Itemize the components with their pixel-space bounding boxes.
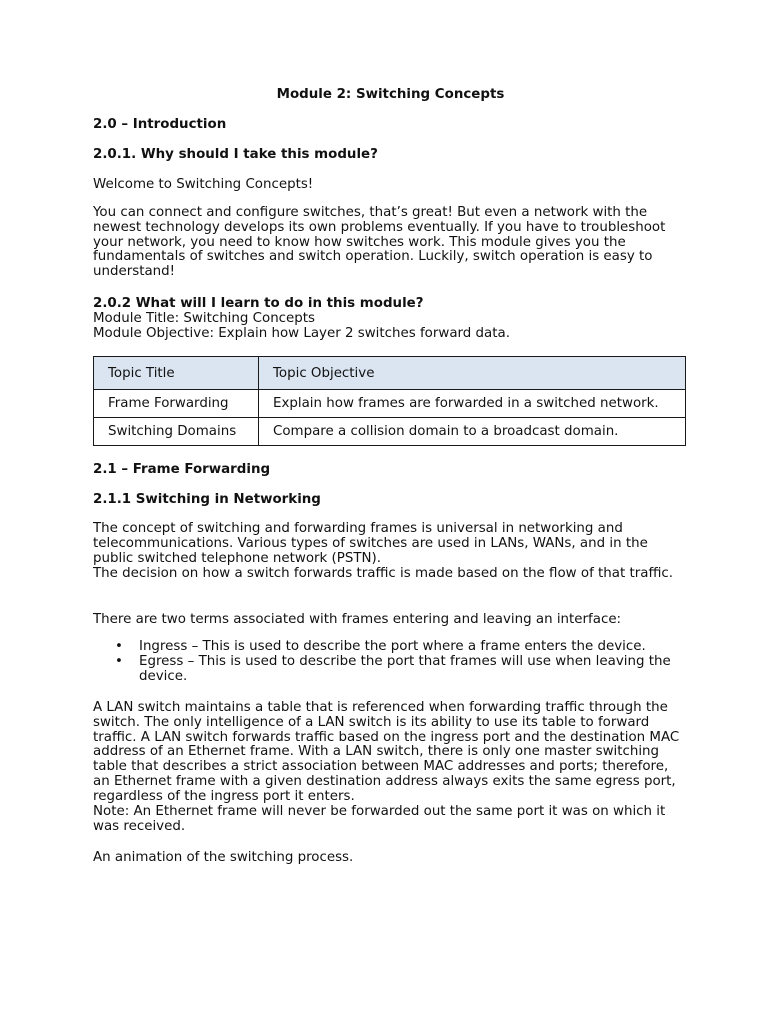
module-objective-line: Module Objective: Explain how Layer 2 switches forward data. [93, 326, 510, 341]
section-heading-2-0: 2.0 – Introduction [93, 117, 227, 132]
list-item-text: Ingress – This is used to describe the port where a frame enters the device. [139, 639, 646, 654]
table-cell: Compare a collision domain to a broadcast domain. [259, 418, 686, 446]
section-heading-2-1-1: 2.1.1 Switching in Networking [93, 492, 321, 507]
section-heading-2-1: 2.1 – Frame Forwarding [93, 462, 271, 477]
table-row [94, 390, 686, 418]
note-paragraph: Note: An Ethernet frame will never be forwarded out the same port it was on which it was received. [93, 804, 666, 834]
welcome-text: Welcome to Switching Concepts! [93, 177, 314, 192]
table-cell: Switching Domains [94, 418, 259, 446]
table-cell: Frame Forwarding [94, 390, 259, 418]
intro-paragraph: You can connect and configure switches, that’s great! But even a network with the newest technology develops its own problems eventually. If you have to troubleshoot your network, you need to know how switches work. This module gives you the fundamentals of switches and switch operation. Luckily, switch operation is easy to understand! [93, 205, 666, 280]
terms-list [93, 640, 683, 685]
section-heading-2-0-1: 2.0.1. Why should I take this module? [93, 147, 378, 162]
table-header-cell: Topic Title [94, 357, 259, 390]
animation-caption: An animation of the switching process. [93, 850, 354, 865]
section-heading-2-0-2: 2.0.2 What will I learn to do in this module? [93, 296, 424, 311]
topics-table [93, 356, 686, 446]
bullet-icon: • [115, 654, 123, 670]
list-item-text: Egress – This is used to describe the port that frames will use when leaving the device. [139, 654, 671, 685]
list-item [93, 655, 683, 685]
table-row [94, 418, 686, 446]
switching-paragraph: The concept of switching and forwarding frames is universal in networking and telecommunications. Various types of switches are used in LANs, WANs, and in the public switched telephone network (PSTN). [93, 521, 648, 566]
list-item [93, 640, 683, 655]
lan-switch-paragraph: A LAN switch maintains a table that is referenced when forwarding traffic through the switch. The only intelligence of a LAN switch is its ability to use its table to forward traffic. A LAN switch forwards traffic based on the ingress port and the destination MAC address of an Ethernet frame. With a LAN switch, there is only one master switching table that describes a strict association between MAC addresses and ports; therefore, an Ethernet frame with a given destination address always exits the same egress port, regardless of the ingress port it enters. [93, 700, 680, 804]
module-title-line: Module Title: Switching Concepts [93, 311, 316, 326]
bullet-icon: • [115, 639, 123, 654]
decision-paragraph: The decision on how a switch forwards traffic is made based on the flow of that traffic. [93, 566, 674, 581]
table-cell: Explain how frames are forwarded in a switched network. [259, 390, 686, 418]
table-header-row [94, 357, 686, 390]
table-header-cell: Topic Objective [259, 357, 686, 390]
page-title: Module 2: Switching Concepts [276, 87, 505, 102]
terms-intro: There are two terms associated with frames entering and leaving an interface: [93, 612, 622, 627]
